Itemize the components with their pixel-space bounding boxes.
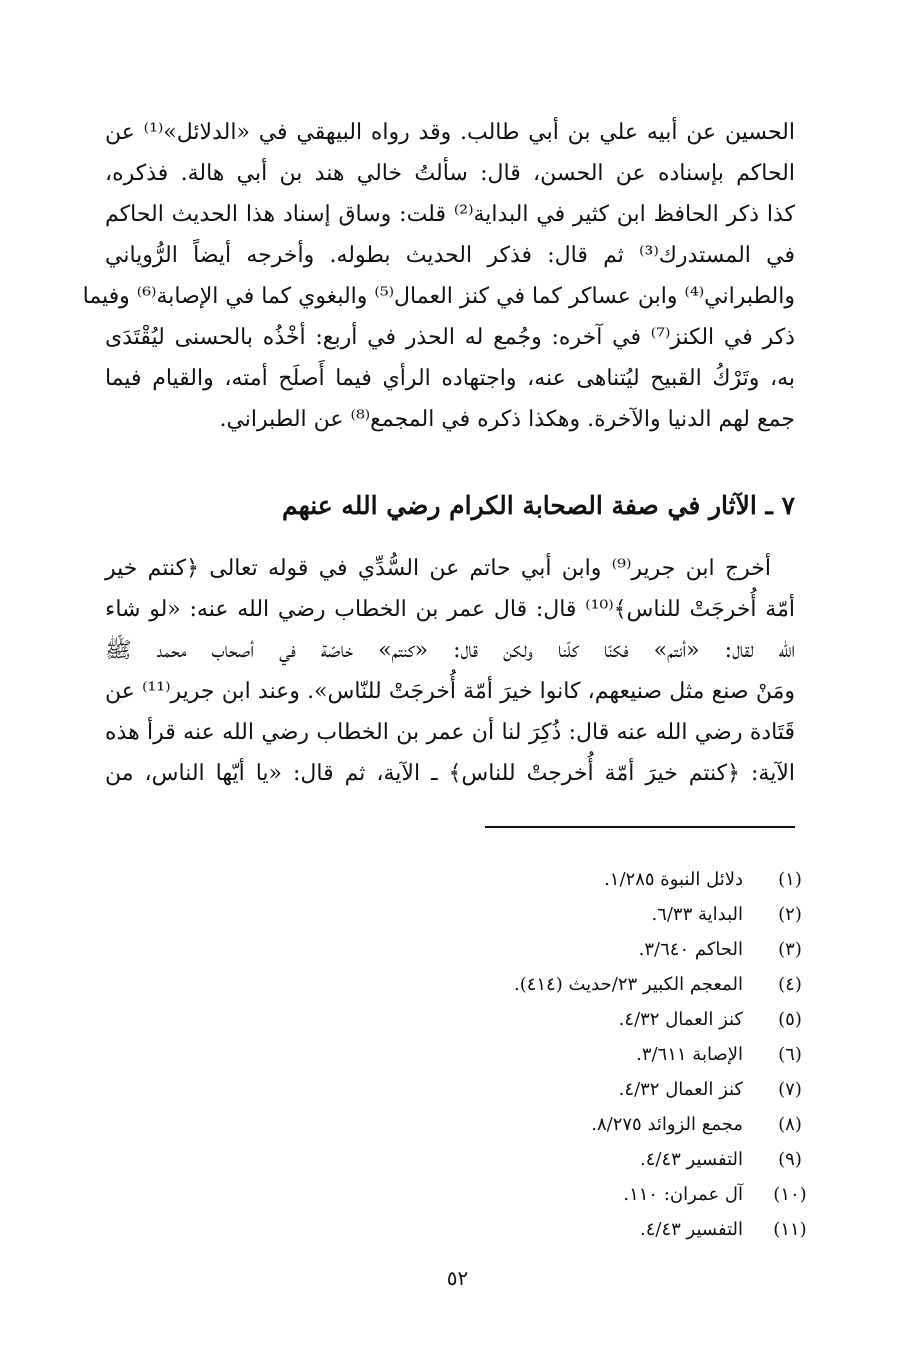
section-heading: ٧ ـ الآثار في صفة الصحابة الكرام رضي الله عنهم xyxy=(282,491,795,520)
footnote-number: (٩) xyxy=(778,1149,802,1170)
text-line: كذا ذكر الحافظ ابن كثير في البداية⁽²⁾ قلت: وساق إسناد هذا الحديث الحاكم xyxy=(105,202,795,227)
footnote-number: (٣) xyxy=(778,939,802,960)
footnote-number: (٢) xyxy=(778,904,802,925)
footnote-item xyxy=(355,1212,815,1247)
footnote-text: دلائل النبوة ١/٢٨٥. xyxy=(604,869,743,890)
footnote-number: (١١) xyxy=(773,1219,807,1240)
footnote-number: (١) xyxy=(778,869,802,890)
footnote-text: كنز العمال ٤/٣٢. xyxy=(618,1009,743,1030)
text-line: به، وتَرْكُ القبيح ليُتناهى عنه، واجتهاده الرأي فيما أَصلَح أمته، والقيام فيما xyxy=(105,366,795,391)
text-line: والطبراني⁽⁴⁾ وابن عساكر كما في كنز العمال⁽⁵⁾ والبغوي كما في الإصابة⁽⁶⁾ وفيما xyxy=(82,284,795,309)
footnote-item xyxy=(355,1142,815,1177)
footnote-text: التفسير ٤/٤٣. xyxy=(640,1219,743,1240)
footnote-text: المعجم الكبير ٢٣/حديث (٤١٤). xyxy=(513,974,743,995)
paragraph-hadith-description xyxy=(82,112,796,440)
text-line: الآية: ﴿كنتم خيرَ أمّة أُخرجتْ للناس﴾ ـ الآية، ثم قال: «يا أيّها الناس، من xyxy=(105,761,795,786)
footnote-text: مجمع الزوائد ٨/٢٧٥. xyxy=(591,1114,743,1135)
footnote-number: (٨) xyxy=(778,1114,802,1135)
text-line: الحاكم بإسناده عن الحسن، قال: سألتُ خالي هند بن أبي هالة. فذكره، xyxy=(105,161,795,186)
text-line: الله لقال: «أنتم» فكنّا كلّنا ولكن قال: «كنتم» خاصّة في أصحاب محمد ﷺ xyxy=(105,638,795,663)
footnote-item xyxy=(355,862,815,897)
text-line: ومَنْ صنع مثل صنيعهم، كانوا خيرَ أمّة أُخرجَتْ للنّاس». وعند ابن جرير⁽¹¹⁾ عن xyxy=(105,679,795,704)
footnote-item xyxy=(355,1072,815,1107)
footnote-separator xyxy=(485,826,795,828)
footnote-item xyxy=(355,1002,815,1037)
footnote-text: الحاكم ٣/٦٤٠. xyxy=(638,939,743,960)
footnote-item xyxy=(355,932,815,967)
footnote-item xyxy=(355,897,815,932)
footnote-item xyxy=(355,1037,815,1072)
page-number: ٥٢ xyxy=(446,1266,469,1290)
text-line: في المستدرك⁽³⁾ ثم قال: فذكر الحديث بطوله. وأخرجه أيضاً الرُّوياني xyxy=(105,243,795,268)
text-line: أمّة أُخرجَتْ للناس﴾⁽¹⁰⁾ قال: قال عمر بن الخطاب رضي الله عنه: «لو شاء xyxy=(105,597,795,622)
text-line: ذكر في الكنز⁽⁷⁾ في آخره: وجُمع له الحذر في أربع: أخْذُه بالحسنى ليُقْتَدَى xyxy=(105,325,795,350)
footnote-text: الإصابة ٣/٦١١. xyxy=(636,1044,743,1065)
footnote-number: (٦) xyxy=(778,1044,802,1065)
text-line: أخرج ابن جرير⁽⁹⁾ وابن أبي حاتم عن السُّدِّي في قوله تعالى ﴿كنتم خير xyxy=(105,556,771,581)
footnote-item xyxy=(355,967,815,1002)
footnote-text: البداية ٦/٣٣. xyxy=(651,904,743,925)
footnote-item xyxy=(355,1107,815,1142)
text-line: قَتَادة رضي الله عنه قال: ذُكِرَ لنا أن عمر بن الخطاب رضي الله عنه قرأ هذه xyxy=(105,720,795,745)
footnote-item xyxy=(355,1177,815,1212)
footnote-number: (١٠) xyxy=(773,1184,807,1205)
text-line: الحسين عن أبيه علي بن أبي طالب. وقد رواه البيهقي في «الدلائل»⁽¹⁾ عن xyxy=(105,120,796,145)
text-line: جمع لهم الدنيا والآخرة. وهكذا ذكره في المجمع⁽⁸⁾ عن الطبراني. xyxy=(219,407,795,432)
footnote-text: آل عمران: ١١٠. xyxy=(623,1184,743,1205)
footnote-text: التفسير ٤/٤٣. xyxy=(640,1149,743,1170)
footnote-number: (٥) xyxy=(778,1009,802,1030)
footnotes-list xyxy=(355,862,815,1247)
footnote-number: (٤) xyxy=(778,974,802,995)
paragraph-companions-traits xyxy=(105,548,795,794)
footnote-number: (٧) xyxy=(778,1079,802,1100)
footnote-text: كنز العمال ٤/٣٢. xyxy=(618,1079,743,1100)
